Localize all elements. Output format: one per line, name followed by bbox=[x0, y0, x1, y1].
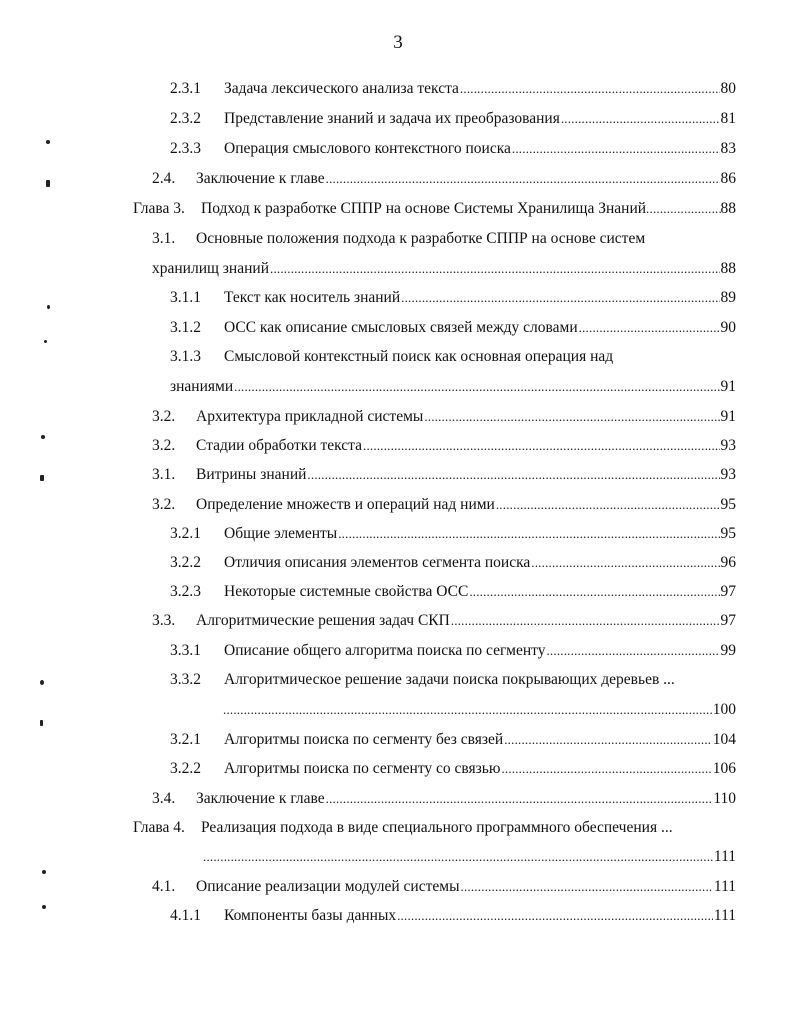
toc-entry-page: 96 bbox=[720, 554, 736, 571]
toc-entry-title: Реализация подхода в виде специального программного обеспечения ... bbox=[201, 819, 673, 836]
toc-entry-page: 111 bbox=[713, 878, 736, 895]
toc-entry-title: Отличия описания элементов сегмента поиска bbox=[224, 554, 531, 571]
toc-entry bbox=[170, 553, 736, 573]
toc-entry-number: Глава 4. bbox=[133, 819, 185, 836]
toc-entry-number: 3.3. bbox=[152, 612, 176, 629]
toc-entry-continuation bbox=[152, 259, 736, 279]
toc-entry bbox=[170, 79, 736, 99]
toc-entry-page: 106 bbox=[712, 760, 736, 777]
toc-entry-page: 93 bbox=[720, 466, 736, 483]
toc-entry-title: Алгоритмы поиска по сегменту без связей bbox=[224, 731, 504, 748]
toc-entry-title: Основные положения подхода к разработке СППР на основе систем bbox=[196, 230, 646, 247]
toc-leader-dots bbox=[461, 877, 713, 897]
toc-leader-dots bbox=[203, 847, 713, 867]
toc-entry-title: Подход к разработке СППР на основе Системы Хранилища Знаний bbox=[201, 200, 647, 217]
toc-entry-number: 3.2. bbox=[152, 408, 176, 425]
toc-leader-dots bbox=[469, 582, 719, 602]
toc-entry-title: Некоторые системные свойства ОСС bbox=[224, 583, 469, 600]
toc-leader-dots bbox=[504, 730, 712, 750]
scan-speck bbox=[42, 905, 46, 909]
toc-entry-title: Алгоритмы поиска по сегменту со связью bbox=[224, 760, 501, 777]
toc-entry-page: 80 bbox=[720, 80, 736, 97]
toc-entry bbox=[170, 318, 736, 338]
toc-leader-dots bbox=[307, 465, 719, 485]
toc-entry bbox=[152, 407, 736, 427]
toc-entry-number: 2.3.1 bbox=[170, 80, 201, 97]
scan-speck bbox=[46, 140, 50, 144]
toc-entry bbox=[152, 436, 736, 456]
toc-leader-dots bbox=[460, 79, 720, 99]
toc-entry-title: Задача лексического анализа текста bbox=[224, 80, 459, 97]
toc-entry bbox=[152, 229, 736, 249]
toc-entry-title-continued: хранилищ знаний bbox=[152, 260, 269, 277]
toc-entry bbox=[170, 759, 736, 779]
toc-entry-number: 4.1.1 bbox=[170, 907, 201, 924]
toc-entry-page: 93 bbox=[720, 437, 736, 454]
toc-entry-title: Алгоритмические решения задач СКП bbox=[196, 612, 450, 629]
toc-entry-number: 2.3.2 bbox=[170, 110, 201, 127]
toc-entry-page: 100 bbox=[712, 701, 736, 718]
toc-entry bbox=[170, 109, 736, 129]
toc-entry bbox=[152, 877, 736, 897]
toc-entry-title: Текст как носитель знаний bbox=[224, 289, 401, 306]
toc-entry-page: 95 bbox=[720, 496, 736, 513]
toc-entry bbox=[133, 818, 736, 838]
toc-entry bbox=[170, 582, 736, 602]
toc-entry-number: 3.2.1 bbox=[170, 731, 201, 748]
scan-speck bbox=[47, 305, 50, 309]
toc-entry-number: 3.1.2 bbox=[170, 319, 201, 336]
toc-leader-dots bbox=[326, 789, 713, 809]
toc-entry-page: 104 bbox=[712, 731, 736, 748]
toc-entry-title: ОСС как описание смысловых связей между словами bbox=[224, 319, 578, 336]
toc-entry-title: Алгоритмическое решение задачи поиска покрывающих деревьев ... bbox=[224, 671, 675, 688]
toc-entry-number: 3.3.2 bbox=[170, 671, 201, 688]
toc-entry bbox=[170, 347, 736, 367]
toc-entry-page: 91 bbox=[720, 378, 736, 395]
toc-entry-page: 111 bbox=[713, 848, 736, 865]
toc-entry-page: 83 bbox=[720, 140, 736, 157]
toc-entry-title: Представление знаний и задача их преобразования bbox=[224, 110, 560, 127]
toc-entry bbox=[170, 641, 736, 661]
toc-entry-number: 4.1. bbox=[152, 878, 176, 895]
toc-entry-continuation bbox=[170, 377, 736, 397]
toc-entry bbox=[152, 611, 736, 631]
toc-entry-number: 3.2.2 bbox=[170, 760, 201, 777]
toc-entry-page: 99 bbox=[720, 642, 736, 659]
toc-leader-dots bbox=[531, 553, 719, 573]
toc-leader-dots bbox=[338, 524, 719, 544]
toc-leader-dots bbox=[401, 288, 719, 308]
toc-entry bbox=[152, 789, 736, 809]
toc-entry-number: 3.2.1 bbox=[170, 525, 201, 542]
toc-entry-page: 89 bbox=[720, 289, 736, 306]
toc-leader-dots bbox=[223, 700, 712, 720]
toc-entry-title-continued: знаниями bbox=[170, 378, 234, 395]
toc-entry bbox=[152, 465, 736, 485]
toc-entry-page: 111 bbox=[713, 907, 736, 924]
toc-entry-number: 3.2. bbox=[152, 496, 176, 513]
toc-leader-dots bbox=[496, 495, 720, 515]
toc-entry-page: 97 bbox=[720, 612, 736, 629]
toc-leader-dots bbox=[561, 109, 720, 129]
toc-entry-page: 110 bbox=[713, 790, 736, 807]
toc-entry-title: Смысловой контекстный поиск как основная операция над bbox=[224, 348, 614, 365]
toc-entry-title: Описание реализации модулей системы bbox=[196, 878, 460, 895]
toc-entry-page: 97 bbox=[720, 583, 736, 600]
toc-entry-title: Операция смыслового контекстного поиска bbox=[224, 140, 511, 157]
toc-entry-title: Стадии обработки текста bbox=[196, 437, 363, 454]
toc-leader-dots bbox=[646, 199, 720, 219]
toc-entry-page: 86 bbox=[720, 170, 736, 187]
toc-entry-number: 3.2.3 bbox=[170, 583, 201, 600]
toc-entry-continuation bbox=[222, 700, 736, 720]
toc-entry-title: Определение множеств и операций над ними bbox=[196, 496, 495, 513]
toc-entry-title: Общие элементы bbox=[224, 525, 338, 542]
toc-entry bbox=[152, 495, 736, 515]
toc-entry-number: 2.4. bbox=[152, 170, 176, 187]
toc-entry-title: Заключение к главе bbox=[196, 790, 325, 807]
scan-speck bbox=[40, 680, 44, 685]
toc-entry-number: 3.4. bbox=[152, 790, 176, 807]
toc-entry-number: 3.2.2 bbox=[170, 554, 201, 571]
toc-entry-title: Описание общего алгоритма поиска по сегменту bbox=[224, 642, 546, 659]
toc-entry-title: Архитектура прикладной системы bbox=[196, 408, 424, 425]
toc-entry bbox=[133, 199, 736, 219]
toc-entry-continuation bbox=[202, 847, 736, 867]
scan-speck bbox=[40, 720, 43, 726]
toc-leader-dots bbox=[512, 139, 720, 159]
toc-leader-dots bbox=[363, 436, 719, 456]
toc-entry-page: 90 bbox=[720, 319, 736, 336]
scan-speck bbox=[40, 475, 44, 481]
toc-entry-number: 3.3.1 bbox=[170, 642, 201, 659]
toc-leader-dots bbox=[424, 407, 719, 427]
toc-entry-number: 3.2. bbox=[152, 437, 176, 454]
toc-entry-page: 81 bbox=[720, 110, 736, 127]
scan-speck bbox=[44, 340, 47, 343]
toc-entry bbox=[170, 139, 736, 159]
scan-speck bbox=[46, 180, 50, 187]
toc-entry-title: Компоненты базы данных bbox=[224, 907, 397, 924]
toc-entry-number: Глава 3. bbox=[133, 200, 185, 217]
toc-entry-page: 88 bbox=[720, 260, 736, 277]
toc-leader-dots bbox=[270, 259, 720, 279]
page-number: 3 bbox=[393, 32, 403, 53]
toc-entry-page: 91 bbox=[720, 408, 736, 425]
toc-entry bbox=[152, 169, 736, 189]
toc-entry-page: 88 bbox=[720, 200, 736, 217]
toc-entry-page: 95 bbox=[720, 525, 736, 542]
scan-speck bbox=[41, 435, 45, 439]
toc-entry bbox=[170, 670, 736, 690]
toc-entry bbox=[170, 906, 736, 926]
toc-leader-dots bbox=[234, 377, 719, 397]
toc-entry bbox=[170, 730, 736, 750]
toc-leader-dots bbox=[546, 641, 719, 661]
toc-leader-dots bbox=[501, 759, 711, 779]
toc-entry bbox=[170, 288, 736, 308]
toc-leader-dots bbox=[397, 906, 713, 926]
toc-entry-number: 2.3.3 bbox=[170, 140, 201, 157]
toc-entry-number: 3.1.1 bbox=[170, 289, 201, 306]
toc-entry-title: Заключение к главе bbox=[196, 170, 325, 187]
toc-entry-number: 3.1. bbox=[152, 466, 176, 483]
toc-entry bbox=[170, 524, 736, 544]
toc-entry-number: 3.1.3 bbox=[170, 348, 201, 365]
scan-speck bbox=[42, 870, 46, 874]
toc-leader-dots bbox=[579, 318, 720, 338]
toc-entry-title: Витрины знаний bbox=[196, 466, 307, 483]
toc-leader-dots bbox=[451, 611, 720, 631]
toc-leader-dots bbox=[326, 169, 720, 189]
toc-entry-number: 3.1. bbox=[152, 230, 176, 247]
